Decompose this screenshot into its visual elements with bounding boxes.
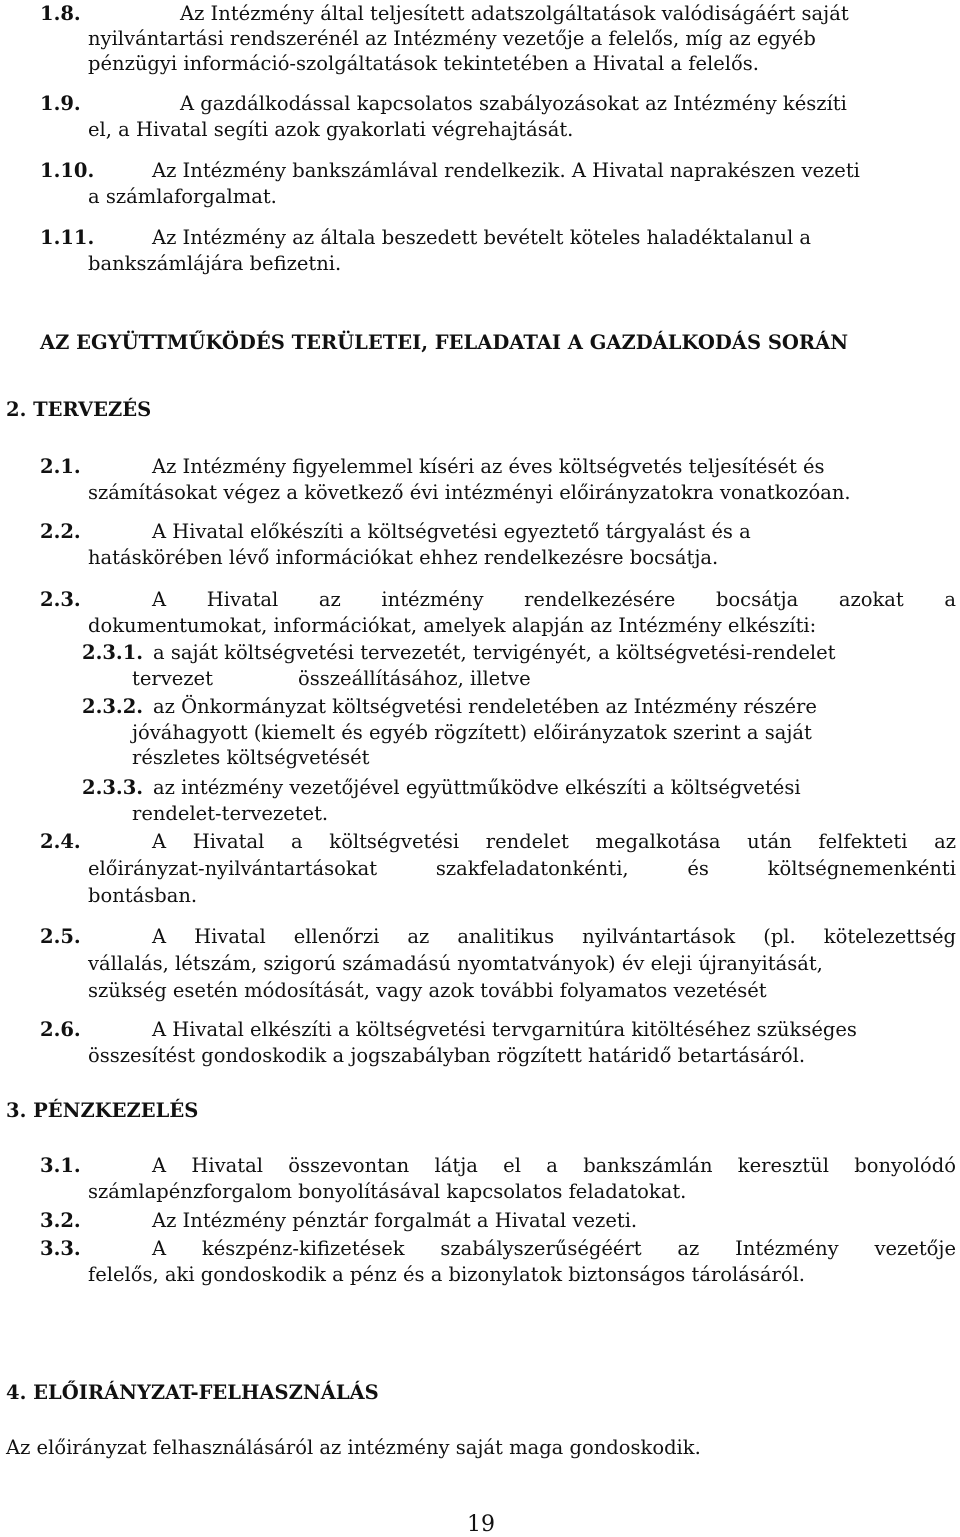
item-text-line: a számlaforgalmat. — [88, 185, 277, 208]
page-number: 19 — [467, 1512, 495, 1537]
item-text-line: a saját költségvetési tervezetét, tervigényét, a költségvetési-rendelet — [153, 641, 836, 664]
item-text-line: az Önkormányzat költségvetési rendeletében az Intézmény részére — [153, 695, 817, 718]
item-text-line: el, a Hivatal segíti azok gyakorlati végrehajtását. — [88, 118, 574, 141]
item-number: 2.6. — [40, 1018, 81, 1041]
section-heading-3: 3. PÉNZKEZELÉS — [6, 1099, 199, 1122]
item-text-line: Az Intézmény figyelemmel kíséri az éves költségvetés teljesítését és — [152, 455, 825, 478]
item-text-line: pénzügyi információ-szolgáltatások tekintetében a Hivatal a felelős. — [88, 52, 759, 75]
justified-line: előirányzat-nyilvántartásokat szakfeladatonkénti, és költségnemenkénti — [88, 857, 956, 880]
item-number: 2.1. — [40, 455, 81, 478]
item-text-line: A gazdálkodással kapcsolatos szabályozásokat az Intézmény készíti — [180, 92, 847, 115]
item-text-line — [152, 1237, 956, 1261]
item-number: 2.3.3. — [82, 776, 144, 799]
item-number: 1.11. — [40, 226, 95, 249]
item-number: 2.3.1. — [82, 641, 144, 664]
justified-line: A Hivatal ellenőrzi az analitikus nyilvántartások (pl. kötelezettség — [152, 925, 956, 948]
item-text-line — [152, 588, 956, 612]
justified-line: A Hivatal a költségvetési rendelet megalkotása után felfekteti az — [152, 830, 956, 853]
item-text-line: számításokat végez a következő évi intézményi előirányzatokra vonatkozóan. — [88, 481, 851, 504]
item-text-line: az intézmény vezetőjével együttműködve elkészíti a költségvetési — [153, 776, 801, 799]
item-text-line: szükség esetén módosítását, vagy azok további folyamatos vezetését — [88, 979, 767, 1002]
item-text-line — [152, 830, 956, 854]
item-number: 2.3.2. — [82, 695, 144, 718]
item-text-line: Az Intézmény pénztár forgalmát a Hivatal vezeti. — [152, 1209, 638, 1232]
item-text-line: hatáskörében lévő információkat ehhez rendelkezésre bocsátja. — [88, 546, 719, 569]
item-text-line — [152, 925, 956, 949]
item-number: 1.9. — [40, 92, 81, 115]
section-heading-4: 4. ELŐIRÁNYZAT-FELHASZNÁLÁS — [6, 1381, 379, 1404]
item-text-line: vállalás, létszám, szigorú számadású nyomtatványok) év eleji újranyitását, — [88, 952, 823, 975]
item-number: 3.2. — [40, 1209, 81, 1232]
item-text-line: nyilvántartási rendszerénél az Intézmény vezetője a felelős, míg az egyéb — [88, 27, 816, 50]
item-text-line: részletes költségvetését — [132, 746, 370, 769]
item-text-line: A Hivatal előkészíti a költségvetési egyeztető tárgyalást és a — [152, 520, 751, 543]
item-text-line: számlapénzforgalom bonyolításával kapcsolatos feladatokat. — [88, 1180, 687, 1203]
item-number: 2.3. — [40, 588, 81, 611]
item-text-line: Az Intézmény az általa beszedett bevételt köteles haladéktalanul a — [152, 226, 812, 249]
section-main-heading: AZ EGYÜTTMŰKÖDÉS TERÜLETEI, FELADATAI A GAZDÁLKODÁS SORÁN — [40, 331, 849, 354]
item-text-line: jóváhagyott (kiemelt és egyéb rögzített) előirányzatok szerint a saját — [132, 721, 812, 744]
item-number: 2.2. — [40, 520, 81, 543]
justified-line: A készpénz-kifizetések szabályszerűségéért az Intézmény vezetője — [152, 1237, 956, 1260]
item-text-line: felelős, aki gondoskodik a pénz és a bizonylatok biztonságos tárolásáról. — [88, 1263, 806, 1286]
item-text-line: összeállításához, illetve — [298, 667, 531, 690]
item-text-line: Az Intézmény bankszámlával rendelkezik. A Hivatal naprakészen vezeti — [152, 159, 860, 182]
item-number: 1.10. — [40, 159, 95, 182]
item-text-line — [88, 857, 956, 881]
justified-line: A Hivatal az intézmény rendelkezésére bocsátja azokat a — [152, 588, 956, 611]
section-heading-2: 2. TERVEZÉS — [6, 398, 152, 421]
item-number: 3.1. — [40, 1154, 81, 1177]
item-text-line: tervezet — [132, 667, 213, 690]
item-text-line: összesítést gondoskodik a jogszabályban rögzített határidő betartásáról. — [88, 1044, 806, 1067]
item-text-line: bankszámlájára befizetni. — [88, 252, 342, 275]
item-number: 2.5. — [40, 925, 81, 948]
item-text-line: rendelet-tervezetet. — [132, 802, 329, 825]
item-number: 1.8. — [40, 2, 81, 25]
item-text-line: dokumentumokat, információkat, amelyek alapján az Intézmény elkészíti: — [88, 614, 817, 637]
section-4-text: Az előirányzat felhasználásáról az intézmény saját maga gondoskodik. — [6, 1436, 701, 1459]
item-text-line: bontásban. — [88, 884, 198, 907]
item-text-line: Az Intézmény által teljesített adatszolgáltatások valódiságáért saját — [180, 2, 849, 25]
justified-line: A Hivatal összevontan látja el a bankszámlán keresztül bonyolódó — [152, 1154, 956, 1177]
item-text-line: A Hivatal elkészíti a költségvetési tervgarnitúra kitöltéséhez szükséges — [152, 1018, 857, 1041]
item-text-line — [152, 1154, 956, 1178]
item-number: 2.4. — [40, 830, 81, 853]
item-number: 3.3. — [40, 1237, 81, 1260]
